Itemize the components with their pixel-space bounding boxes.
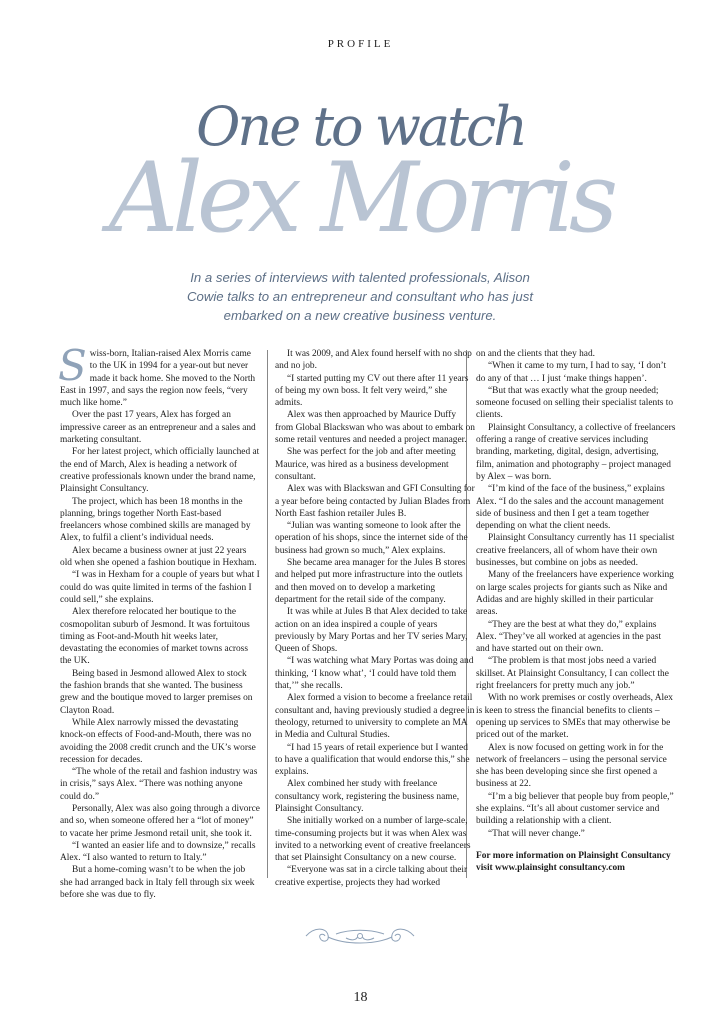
article-paragraph: Swiss-born, Italian-raised Alex Morris came to the UK in 1994 for a year-out but never made it back home. She moved to the North East in 1997, and says the region now feels, “very much like home.” <box>58 341 256 409</box>
article-paragraph: “I’m a big believer that people buy from people,” she explains. “It’s all about customer service and building a relationship with a client. <box>476 791 674 827</box>
article-paragraph: “I’m kind of the face of the business,” explains Alex. “I do the sales and the account management side of business and then I get a team together depending on what the client needs. <box>476 484 665 532</box>
article-paragraph: Many of the freelancers have experience working on large scales projects for giants such as Nike and Adidas and are highly skilled in their particular areas. <box>476 570 674 618</box>
article-paragraph: Alex was with Blackswan and GFI Consulting for a year before being contacted by Julian Blades from North East fashion retailer Jules B. <box>275 484 475 519</box>
column-divider <box>267 350 268 878</box>
article-paragraph: “But that was exactly what the group needed; someone focused on selling their specialist talents to clients. <box>476 385 674 421</box>
article-paragraph: She became area manager for the Jules B stores and helped put more infrastructure into the outlets and then moved on to develop a marketing department for the retail side of the company. <box>275 558 466 605</box>
page-number: 18 <box>353 990 368 1005</box>
article-paragraph: “I started putting my CV out there after 11 years of being my own boss. It felt very weird,” she admits. <box>275 373 469 409</box>
article-paragraph: Alex became a business owner at just 22 years old when she opened a fashion boutique in Hexham. <box>60 545 257 569</box>
article-paragraph: “I was watching what Mary Portas was doing and thinking, ‘I know what’, ‘I could have told them that,’” she recalls. <box>275 656 474 692</box>
article-paragraph: “The problem is that most jobs need a varied skillset. At Plainsight Consultancy, I can collect the right freelancers for pretty much any job.” <box>476 656 669 692</box>
article-paragraph: “Everyone was sat in a circle talking about their creative expertise, projects they had worked <box>275 865 468 888</box>
article-paragraph: Plainsight Consultancy currently has 11 specialist creative freelancers, all of whom have their own businesses, but combine on jobs as needed. <box>476 533 675 569</box>
article-column-2 <box>275 348 475 889</box>
website-call-to-action: For more information on Plainsight Consultancy visit www.plainsight consultancy.com <box>476 850 671 874</box>
article-paragraph: Being based in Jesmond allowed Alex to stock the fashion brands that she wanted. The business grew and the boutique moved to larger premises on Clayton Road. <box>60 668 253 716</box>
drop-cap: S <box>58 341 87 390</box>
article-paragraph: “They are the best at what they do,” explains Alex. “They’ve all worked at agencies in the past and have started out on their own. <box>476 619 662 655</box>
article-paragraph: on and the clients that they had. <box>476 349 595 359</box>
article-paragraph: With no work premises or costly overheads, Alex is keen to stress the financial benefits to clients – opening up services to SMEs that may otherwise be priced out of the market. <box>476 693 673 741</box>
article-paragraph: Alex is now focused on getting work in for the network of freelancers – using the personal service she has been developing since she first opened a business at 22. <box>476 742 667 790</box>
standfirst: In a series of interviews with talented professionals, Alison Cowie talks to an entrepreneur and consultant who has just embarked on a new creative business venture. <box>186 270 533 323</box>
article-paragraph: Alex therefore relocated her boutique to the cosmopolitan suburb of Jesmond. It was fortuitous timing as Foot-and-Mouth hit weeks later, devastating the economies of market towns across the UK. <box>60 607 250 667</box>
article-paragraph: “I wanted an easier life and to downsize,” recalls Alex. “I also wanted to return to Italy.” <box>60 840 256 864</box>
article-column-3 <box>476 348 676 874</box>
headline-name: Alex Morris <box>108 142 613 254</box>
article-paragraph: “The whole of the retail and fashion industry was in crisis,” says Alex. “There was nothing anyone could do.” <box>60 767 258 802</box>
article-paragraph: Alex combined her study with freelance consultancy work, registering the business name, Plainsight Consultancy. <box>275 779 460 814</box>
article-paragraph: “I had 15 years of retail experience but I wanted to have a qualification that would endorse this,” she explains. <box>275 742 470 778</box>
headline-line-1: One to watch <box>196 95 525 158</box>
article-paragraph: “Julian was wanting someone to look after the operation of his shops, since the internet side of the business had grown so much,” Alex explains. <box>275 521 468 556</box>
section-label: PROFILE <box>327 38 394 50</box>
article-paragraph: But a home-coming wasn’t to be when the job she had arranged back in Italy fell through six week before she was due to fly. <box>60 865 255 901</box>
article-paragraph: Alex formed a vision to become a freelance retail consultant and, having previously studied a degree in theology, returned to university to complete an MA in Media and Cultural Studies. <box>275 693 475 741</box>
article-paragraph: “When it came to my turn, I had to say, ‘I don’t do any of that … I just ‘make things happen’. <box>476 361 667 384</box>
article-paragraph: For her latest project, which officially launched at the end of March, Alex is heading a network of creative professionals known under the brand name, Plainsight Consultancy. <box>60 447 260 495</box>
flourish-ornament <box>300 925 420 947</box>
article-paragraph: Over the past 17 years, Alex has forged an impressive career as an entrepreneur and a sales and marketing consultant. <box>60 410 256 446</box>
article-paragraph: Plainsight Consultancy, a collective of freelancers offering a range of creative services including branding, marketing, digital, design, advertising, film, animation and photography – project managed by Alex – was born. <box>476 422 676 482</box>
article-paragraph: Personally, Alex was also going through a divorce and so, when someone offered her a “lot of money” to vacate her prime Jesmond retail unit, she took it. <box>60 803 260 839</box>
article-paragraph: “That will never change.” <box>488 828 585 839</box>
article-paragraph: It was while at Jules B that Alex decided to take action on an idea inspired a couple of years previously by Mary Portas and her TV series Mary, Queen of Shops. <box>275 607 468 655</box>
article-paragraph: It was 2009, and Alex found herself with no shop and no job. <box>275 349 472 372</box>
article-paragraph: The project, which has been 18 months in the planning, brings together North East-based freelancers whose combined skills are managed by Alex, to fulfil a client’s individual needs. <box>60 496 251 544</box>
article-paragraph: “I was in Hexham for a couple of years but what I could do was quite limited in terms of the fashion I could sell,” she explains. <box>60 570 260 605</box>
article-column-1 <box>58 341 260 901</box>
article-paragraph: She was perfect for the job and after meeting Maurice, was hired as a business development consultant. <box>275 447 456 482</box>
article-paragraph: Alex was then approached by Maurice Duffy from Global Blackswan who was about to embark on some retail ventures and needed a project manager. <box>275 410 475 446</box>
article-paragraph: She initially worked on a number of large-scale, time-consuming projects but it was when Alex was invited to a networking event of creative freelancers that set Plainsight Consultancy on a new course. <box>275 816 471 864</box>
article-paragraph: While Alex narrowly missed the devastating knock-on effects of Food-and-Mouth, there was no avoiding the 2008 credit crunch and the UK’s worse recession for decades. <box>60 717 256 765</box>
